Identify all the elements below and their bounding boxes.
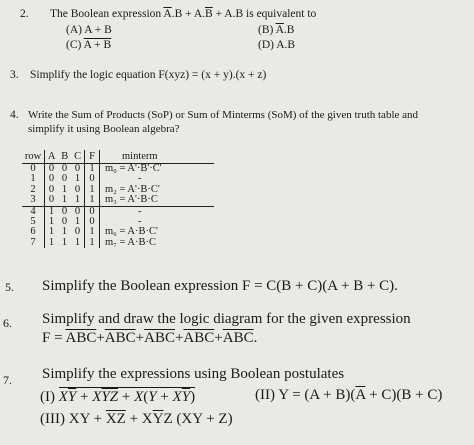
table-row <box>22 238 214 248</box>
cell-minterm: m₂ = A'·B·C' <box>105 183 160 195</box>
q2-option-a-text: A + B <box>84 24 112 36</box>
cell-b: 0 <box>61 163 68 174</box>
cell-abc <box>44 195 84 205</box>
cell-a: 1 <box>48 236 55 248</box>
cell-a: 0 <box>48 173 55 185</box>
q7-iii-bar2: $\overline{Y}$ <box>152 411 164 427</box>
cell-c: 0 <box>74 163 81 174</box>
cell-minterm: m₇ = A·B·C <box>105 236 157 248</box>
q7-i-label: (I) <box>40 389 55 405</box>
q7-ii-text-b: + C)(B + C) <box>365 387 443 403</box>
truth-table <box>22 150 214 248</box>
cell-c: 1 <box>74 236 81 248</box>
cell-b: 1 <box>61 226 68 238</box>
cell-row: 0 <box>30 163 36 174</box>
truth-table-body <box>22 164 214 248</box>
cell-minterm: - <box>138 215 142 227</box>
cell-row: 4 <box>30 205 36 217</box>
q7-ii-bar: $\overline{A}$ <box>355 387 366 403</box>
col-minterm-header: minterm <box>122 151 158 162</box>
cell-c: 0 <box>74 226 81 238</box>
q7-part-i <box>40 387 195 406</box>
cell-a: 0 <box>48 194 55 206</box>
q4-number: 4. <box>10 109 19 121</box>
cell-b: 1 <box>61 183 68 195</box>
q6-line1: Simplify and draw the logic diagram for the given expression <box>42 311 411 327</box>
cell-minterm: - <box>138 205 142 217</box>
q2-option-b-rest: .B <box>283 24 295 36</box>
q2-expr-a-bar: $\overline{A}$ <box>163 8 172 20</box>
truth-table-header <box>22 150 214 164</box>
cell-c: 0 <box>74 205 81 217</box>
cell-c: 1 <box>74 215 81 227</box>
cell-f: 0 <box>84 207 100 217</box>
cell-minterm: m₃ = A'·B·C <box>105 194 158 206</box>
q6-expression: $F = \overline{ABC}+\overline{ABC}+\overline{ABC}+\overline{ABC}+\overline{ABC}$. <box>42 330 258 346</box>
q2-expr-mid: .B + A. <box>171 8 206 20</box>
q7-iii-bar1: $\overline{XZ}$ <box>105 411 126 427</box>
table-row <box>22 195 214 205</box>
col-f-header: F <box>84 150 100 163</box>
q7-iii-label: (III) <box>40 411 65 427</box>
cell-row: 1 <box>30 173 36 185</box>
q6-term-5: $\overline{ABC}$ <box>222 330 254 346</box>
q6-term-1: $\overline{ABC}$ <box>65 330 97 346</box>
cell-minterm: m₆ = A·B·C' <box>105 226 158 238</box>
q7-iii-text-a: XY + <box>68 411 106 427</box>
q2-option-c-label: (C) <box>66 39 82 51</box>
q6-term-3: $\overline{ABC}$ <box>144 330 175 346</box>
q3-number: 3. <box>10 69 19 81</box>
cell-row: 3 <box>30 194 36 206</box>
q2-expr-b-bar: $\overline{B}$ <box>205 8 213 20</box>
q6-end: . <box>253 330 258 346</box>
cell-row: 2 <box>30 183 36 195</box>
q5-text: Simplify the Boolean expression F = C(B + C)(A + B + C). <box>42 278 398 294</box>
cell-a: 0 <box>48 183 55 195</box>
q7-ii-text-a: Y = (A + B)( <box>278 387 356 403</box>
cell-f: 0 <box>84 174 100 184</box>
q6-f-label: F = <box>42 330 66 346</box>
cell-a: 1 <box>48 205 55 217</box>
cell-minterm: m₀ = A'·B'·C' <box>105 163 162 174</box>
q2-option-a-label: (A) <box>66 24 82 36</box>
q2-number: 2. <box>20 8 29 20</box>
q2-text <box>50 8 316 20</box>
q6-number: 6. <box>3 316 12 330</box>
cell-b: 0 <box>61 205 68 217</box>
q2-option-d-label: (D) <box>258 39 274 51</box>
col-abc-header <box>44 150 84 163</box>
q7-i-expression: $X\overline{Y} + X\overline{YZ} + X(Y + X\overline{Y})$ <box>58 389 196 405</box>
q6-term-2: $\overline{ABC}$ <box>104 330 136 346</box>
q2-option-c <box>66 39 111 51</box>
col-b-header: B <box>61 151 69 162</box>
cell-c: 0 <box>74 183 81 195</box>
q7-iii-text-b: + X <box>125 411 153 427</box>
cell-minterm: - <box>138 173 142 185</box>
cell-row: 5 <box>30 215 36 227</box>
q4-line1: Write the Sum of Products (SoP) or Sum of Minterms (SoM) of the given truth table and <box>28 109 419 121</box>
cell-c: 1 <box>74 173 81 185</box>
q7-iii-text-c: Z (XY + Z) <box>163 411 233 427</box>
cell-f: 0 <box>84 217 100 227</box>
q2-option-d-text: A.B <box>276 39 296 51</box>
cell-b: 1 <box>61 194 68 206</box>
cell-abc <box>44 238 84 248</box>
cell-b: 0 <box>61 173 68 185</box>
cell-b: 1 <box>61 236 68 248</box>
cell-f: 1 <box>84 238 100 248</box>
q2-option-c-text: A + B <box>83 39 112 51</box>
cell-a: 1 <box>48 226 55 238</box>
cell-b: 0 <box>61 215 68 227</box>
cell-row: 6 <box>30 226 36 238</box>
col-row-header: row <box>24 151 42 162</box>
q6-term-4: $\overline{ABC}$ <box>183 330 215 346</box>
cell-f: 1 <box>84 195 100 205</box>
col-c-header: C <box>74 151 82 162</box>
q5-number: 5. <box>5 280 14 294</box>
q7-number: 7. <box>3 373 12 387</box>
cell-f: 1 <box>84 164 100 174</box>
cell-c: 1 <box>74 194 81 206</box>
q2-suffix: is equivalent to <box>243 8 317 20</box>
col-a-header: A <box>47 151 56 162</box>
q2-expr-end: + A.B <box>212 8 244 20</box>
cell-a: 1 <box>48 215 55 227</box>
q2-prefix: The Boolean expression <box>50 8 164 20</box>
q7-part-iii <box>40 411 233 428</box>
q7-title: Simplify the expressions using Boolean postulates <box>42 366 345 382</box>
q7-ii-label: (II) <box>255 387 275 403</box>
cell-row: 7 <box>30 236 36 248</box>
q3-text: Simplify the logic equation F(xyz) = (x + y).(x + z) <box>30 69 267 81</box>
cell-f: 1 <box>84 185 100 195</box>
q2-option-b-bar: $\overline{A}$ <box>275 24 284 36</box>
q2-option-d <box>258 39 295 51</box>
cell-a: 0 <box>48 163 55 174</box>
cell-f: 1 <box>84 227 100 237</box>
q2-option-b-label: (B) <box>258 24 274 36</box>
q4-line2: simplify it using Boolean algebra? <box>28 123 180 135</box>
q2-option-b <box>258 24 294 36</box>
q7-part-ii <box>255 387 442 404</box>
q2-option-a <box>66 24 112 36</box>
